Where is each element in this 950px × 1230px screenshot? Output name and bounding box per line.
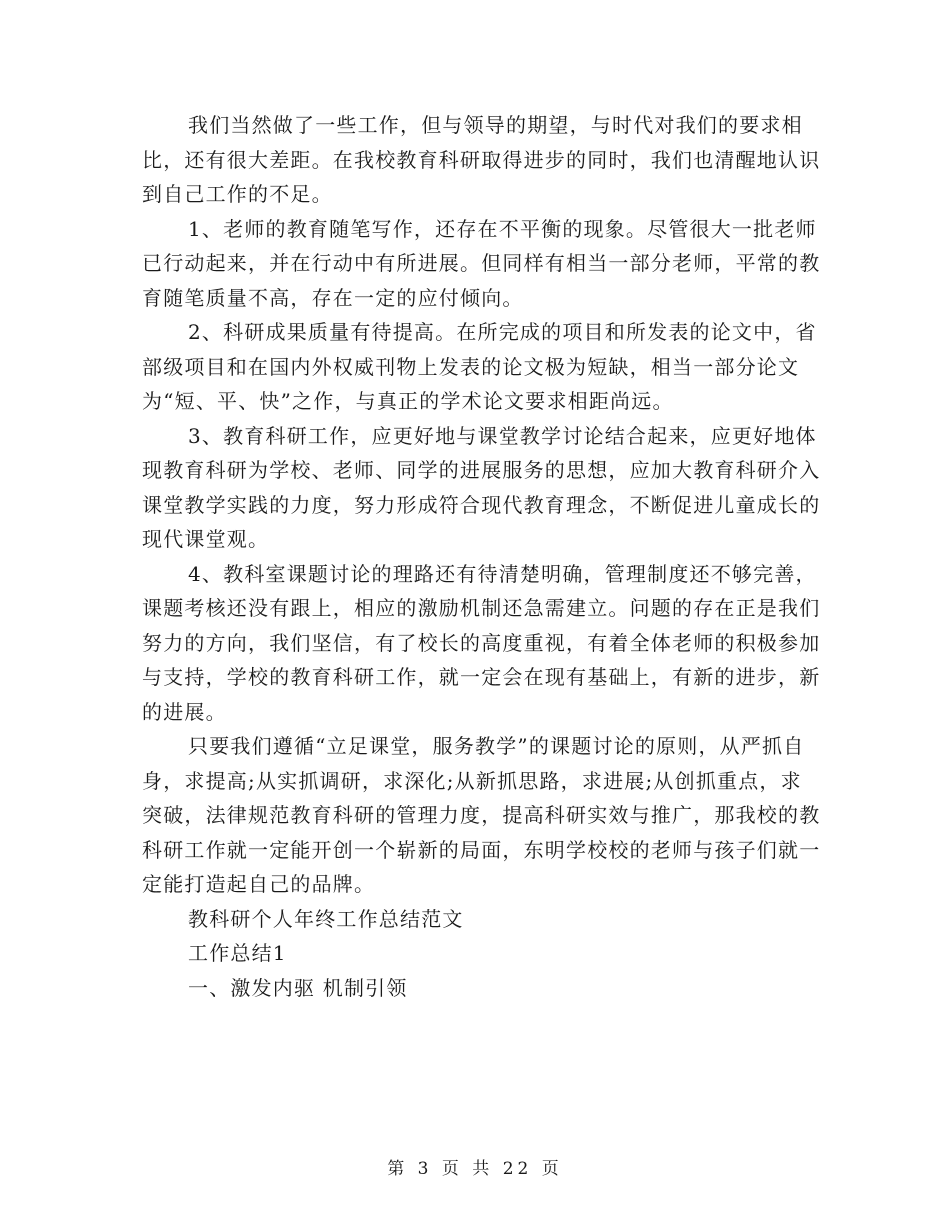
paragraph-item-4: 4、教科室课题讨论的理路还有待清楚明确，管理制度还不够完善，课题考核还没有跟上，相应的激励机制还急需建立。问题的存在正是我们努力的方向，我们坚信，有了校长的高度重视，有着全体老师的积极参加与支持，学校的教育科研工作，就一定会在现有基础上，有新的进步，新的进展。 bbox=[142, 561, 821, 724]
section-subtitle: 工作总结1 bbox=[188, 941, 287, 965]
paragraph-item-1: 1、老师的教育随笔写作，还存在不平衡的现象。尽管很大一批老师已行动起来，并在行动中有所进展。但同样有相当一部分老师，平常的教育随笔质量不高，存在一定的应付倾向。 bbox=[142, 216, 821, 310]
section-heading: 一、激发内驱 机制引领 bbox=[188, 975, 408, 1000]
paragraph-item-2: 2、科研成果质量有待提高。在所完成的项目和所发表的论文中，省部级项目和在国内外权威刊物上发表的论文极为短缺，相当一部分论文为“短、平、快”之作，与真正的学术论文要求相距尚远。 bbox=[142, 320, 817, 413]
page-number: 第 3 页 共 22 页 bbox=[387, 1159, 563, 1179]
paragraph-conclusion: 只要我们遵循“立足课堂，服务教学”的课题讨论的原则，从严抓自身，求提高;从实抓调研，求深化;从新抓思路，求进展;从创抓重点，求突破，法律规范教育科研的管理力度，提高科研实效与推广，那我校的教科研工作就一定能开创一个崭新的局面，东明学校校的老师与孩子们就一定能打造起自己的品牌。 bbox=[142, 734, 821, 896]
document-body bbox=[142, 108, 822, 1005]
paragraph-intro: 我们当然做了一些工作，但与领导的期望，与时代对我们的要求相比，还有很大差距。在我校教育科研取得进步的同时，我们也清醒地认识到自己工作的不足。 bbox=[142, 113, 821, 206]
document-title: 教科研个人年终工作总结范文 bbox=[188, 906, 464, 931]
paragraph-item-3: 3、教育科研工作，应更好地与课堂教学讨论结合起来，应更好地体现教育科研为学校、老师、同学的进展服务的思想，应加大教育科研介入课堂教学实践的力度，努力形成符合现代教育理念，不断促进儿童成长的现代课堂观。 bbox=[142, 423, 821, 551]
